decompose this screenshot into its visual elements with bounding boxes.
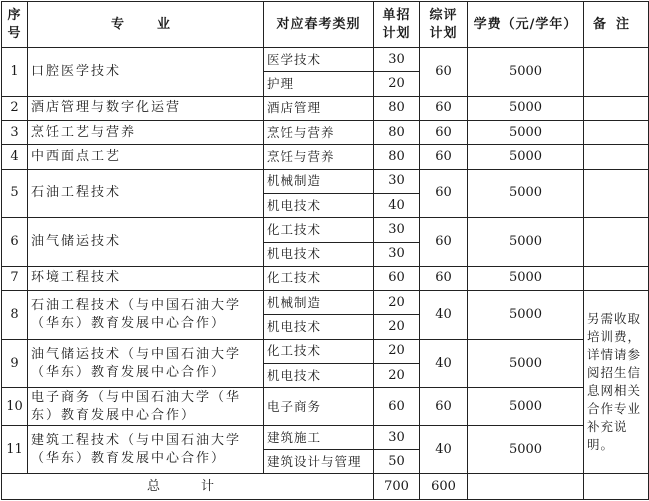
remark-cell-empty — [584, 120, 649, 144]
comprehensive-plan-cell: 60 — [420, 48, 468, 97]
seq-cell: 5 — [2, 169, 28, 218]
category-cell: 建筑施工 — [264, 425, 374, 449]
total-single-plan: 700 — [374, 474, 420, 500]
major-cell: 中西面点工艺 — [28, 145, 264, 169]
seq-cell: 2 — [2, 96, 28, 120]
total-row — [2, 474, 649, 500]
category-cell: 医学技术 — [264, 48, 374, 72]
single-plan-cell: 80 — [374, 120, 420, 144]
category-cell: 化工技术 — [264, 218, 374, 242]
major-cell: 石油工程技术（与中国石油大学（华东）教育发展中心合作） — [28, 291, 264, 340]
category-cell: 机械制造 — [264, 291, 374, 315]
single-plan-cell: 20 — [374, 364, 420, 388]
comprehensive-plan-cell: 40 — [420, 425, 468, 474]
single-plan-cell: 30 — [374, 425, 420, 449]
comprehensive-plan-cell: 60 — [420, 145, 468, 169]
comprehensive-plan-cell: 40 — [420, 339, 468, 388]
category-cell: 化工技术 — [264, 339, 374, 363]
remark-cell-empty — [584, 48, 649, 97]
major-cell: 电子商务（与中国石油大学（华东）教育发展中心合作） — [28, 388, 264, 425]
major-cell: 酒店管理与数字化运营 — [28, 96, 264, 120]
category-cell: 机械制造 — [264, 169, 374, 193]
header-comprehensive-plan: 综评计划 — [420, 2, 468, 48]
tuition-cell: 5000 — [468, 266, 584, 290]
category-cell: 化工技术 — [264, 266, 374, 290]
table-row — [2, 266, 649, 290]
category-cell: 烹饪与营养 — [264, 120, 374, 144]
remark-cell-empty — [584, 145, 649, 169]
header-major: 专 业 — [28, 2, 264, 48]
comprehensive-plan-cell: 60 — [420, 218, 468, 267]
table-row — [2, 339, 649, 363]
seq-cell: 10 — [2, 388, 28, 425]
remark-cell-empty — [584, 266, 649, 290]
header-tuition: 学费（元/学年） — [468, 2, 584, 48]
single-plan-cell: 60 — [374, 266, 420, 290]
total-remark-empty — [584, 474, 649, 500]
category-cell: 酒店管理 — [264, 96, 374, 120]
seq-cell: 3 — [2, 120, 28, 144]
tuition-cell: 5000 — [468, 339, 584, 388]
tuition-cell: 5000 — [468, 96, 584, 120]
single-plan-cell: 30 — [374, 169, 420, 193]
category-cell: 机电技术 — [264, 364, 374, 388]
major-cell: 建筑工程技术（与中国石油大学（华东）教育发展中心合作） — [28, 425, 264, 474]
table-row — [2, 425, 649, 449]
single-plan-cell: 50 — [374, 450, 420, 474]
seq-cell: 8 — [2, 291, 28, 340]
single-plan-cell: 30 — [374, 242, 420, 266]
single-plan-cell: 40 — [374, 193, 420, 217]
single-plan-cell: 20 — [374, 291, 420, 315]
table-row — [2, 120, 649, 144]
category-cell: 护理 — [264, 72, 374, 96]
enrollment-plan-table — [1, 1, 649, 500]
header-single-plan: 单招计划 — [374, 2, 420, 48]
seq-cell: 1 — [2, 48, 28, 97]
seq-cell: 9 — [2, 339, 28, 388]
major-cell: 烹饪工艺与营养 — [28, 120, 264, 144]
comprehensive-plan-cell: 60 — [420, 388, 468, 425]
total-comprehensive-plan: 600 — [420, 474, 468, 500]
category-cell: 建筑设计与管理 — [264, 450, 374, 474]
table-row — [2, 291, 649, 315]
single-plan-cell: 20 — [374, 339, 420, 363]
header-category: 对应春考类别 — [264, 2, 374, 48]
header-seq: 序号 — [2, 2, 28, 48]
single-plan-cell: 60 — [374, 388, 420, 425]
tuition-cell: 5000 — [468, 425, 584, 474]
seq-cell: 4 — [2, 145, 28, 169]
seq-cell: 7 — [2, 266, 28, 290]
total-label: 总 计 — [2, 474, 374, 500]
comprehensive-plan-cell: 60 — [420, 96, 468, 120]
major-cell: 油气储运技术（与中国石油大学（华东）教育发展中心合作） — [28, 339, 264, 388]
category-cell: 机电技术 — [264, 315, 374, 339]
tuition-cell: 5000 — [468, 218, 584, 267]
tuition-cell: 5000 — [468, 48, 584, 97]
table-row — [2, 48, 649, 72]
single-plan-cell: 30 — [374, 48, 420, 72]
major-cell: 石油工程技术 — [28, 169, 264, 218]
single-plan-cell: 80 — [374, 96, 420, 120]
major-cell: 环境工程技术 — [28, 266, 264, 290]
header-row — [2, 2, 649, 48]
tuition-cell: 5000 — [468, 388, 584, 425]
table-row — [2, 145, 649, 169]
total-tuition-empty — [468, 474, 584, 500]
remark-cell: 另需收取培训费，详情请参阅招生信息网相关合作专业补充说明。 — [584, 291, 649, 474]
seq-cell: 11 — [2, 425, 28, 474]
table-row — [2, 96, 649, 120]
single-plan-cell: 20 — [374, 72, 420, 96]
single-plan-cell: 80 — [374, 145, 420, 169]
category-cell: 机电技术 — [264, 193, 374, 217]
comprehensive-plan-cell: 60 — [420, 169, 468, 218]
header-remarks: 备注 — [584, 2, 649, 48]
tuition-cell: 5000 — [468, 145, 584, 169]
tuition-cell: 5000 — [468, 120, 584, 144]
comprehensive-plan-cell: 60 — [420, 120, 468, 144]
single-plan-cell: 20 — [374, 315, 420, 339]
category-cell: 电子商务 — [264, 388, 374, 425]
table-row — [2, 169, 649, 193]
tuition-cell: 5000 — [468, 291, 584, 340]
tuition-cell: 5000 — [468, 169, 584, 218]
single-plan-cell: 30 — [374, 218, 420, 242]
comprehensive-plan-cell: 60 — [420, 266, 468, 290]
major-cell: 油气储运技术 — [28, 218, 264, 267]
table-row — [2, 218, 649, 242]
major-cell: 口腔医学技术 — [28, 48, 264, 97]
category-cell: 烹饪与营养 — [264, 145, 374, 169]
comprehensive-plan-cell: 40 — [420, 291, 468, 340]
table-row — [2, 388, 649, 425]
remark-cell-empty — [584, 96, 649, 120]
seq-cell: 6 — [2, 218, 28, 267]
category-cell: 机电技术 — [264, 242, 374, 266]
remark-cell-empty — [584, 169, 649, 218]
remark-cell-empty — [584, 218, 649, 267]
